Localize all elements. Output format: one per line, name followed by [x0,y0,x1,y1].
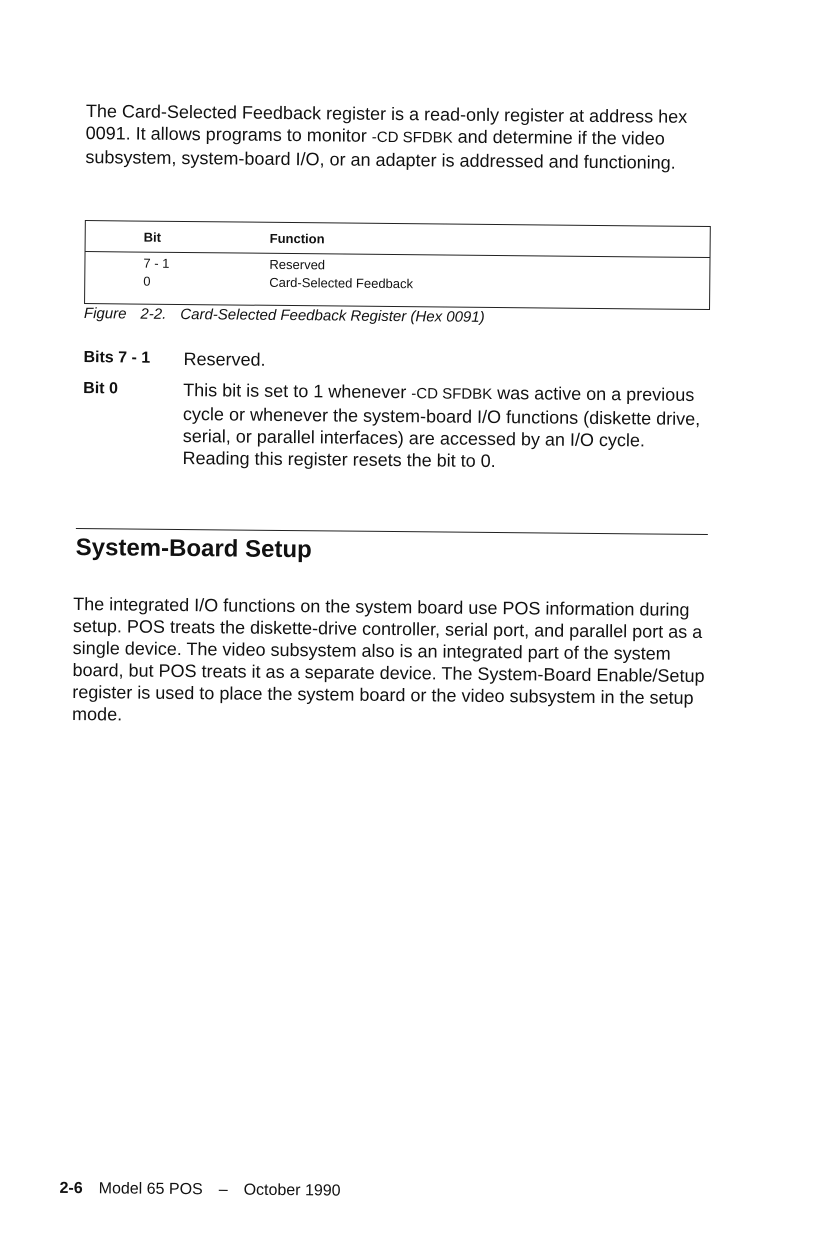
intro-paragraph [85,100,726,174]
bit-desc-a: This bit is set to 1 whenever [183,380,412,403]
bit-term: Bit 0 [83,380,118,398]
section-title: System-Board Setup [75,533,312,564]
document-name: Model 65 POS [98,1180,203,1199]
intro-text-b: and determine if the video subsystem, system-board I/O, or an adapter is addressed and functioning. [85,126,676,173]
bit-desc-b: was active on a previous cycle or whenever the system-board I/O functions (diskette drive, serial, or parallel interfaces) are accessed by an I/O cycle. Reading this register resets the bit to 0. [182,382,701,472]
register-table [84,220,711,310]
bit-definition-0 [83,378,723,472]
document-date: October 1990 [243,1181,341,1200]
bit-description [182,379,713,474]
row-1-function: Reserved [269,256,326,273]
row-2-bit: 0 [143,273,151,289]
bit-term: Bits 7 - 1 [83,349,151,367]
setup-paragraph: The integrated I/O functions on the system board use POS information during setup. POS treats the diskette-drive controller, serial port, and parallel port as a single device. The video subsystem also is an integrated part of the system board, but POS treats it as a separate device. The System-Board Enable/Setup register is used to place the system board or the video subsystem in the setup mode. [72,593,705,725]
header-bit: Bit [143,229,162,245]
figure-caption [84,305,485,326]
row-1-bit: 7 - 1 [143,255,170,271]
footer-dash: – [218,1181,228,1199]
header-function: Function [269,230,325,247]
page-footer [59,1180,340,1201]
figure-label: Figure [83,305,127,323]
figure-number: 2-2. [140,305,167,323]
bit-definition-7-1 [83,347,724,370]
intro-signal-name: -CD SFDBK [371,128,453,147]
intro-text-a: The Card-Selected Feedback register is a read-only register at address hex 0091. It allows programs to monitor [85,101,688,146]
bit-signal-name: -CD SFDBK [411,385,493,403]
bit-description: Reserved. [183,349,266,370]
page-number: 2-6 [59,1179,83,1198]
figure-title: Card-Selected Feedback Register (Hex 0091) [180,305,485,326]
row-2-function: Card-Selected Feedback [269,274,414,292]
table-header [86,221,710,258]
